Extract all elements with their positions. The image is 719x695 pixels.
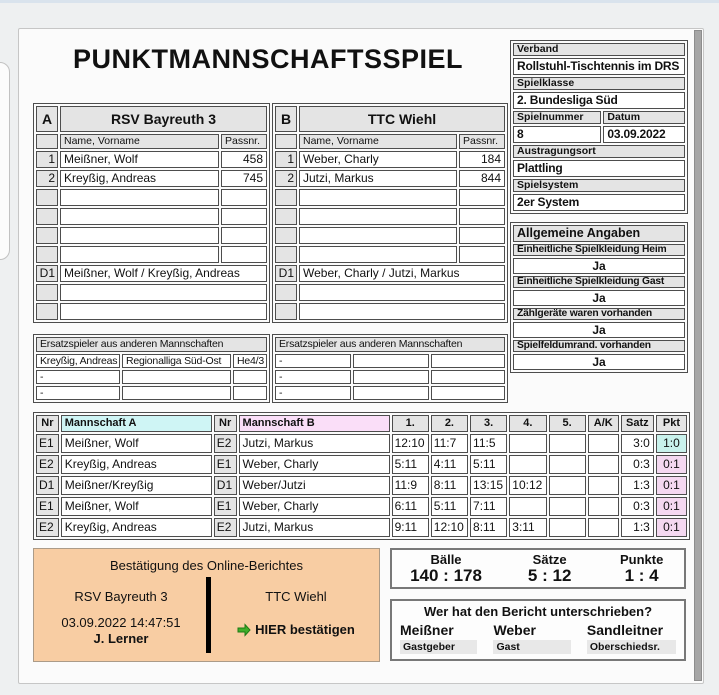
general-info-header: Allgemeine Angaben bbox=[513, 225, 685, 242]
empty-cell bbox=[221, 208, 267, 225]
online-report-confirmation-box bbox=[33, 548, 380, 662]
col-name-header: Name, Vorname bbox=[299, 134, 457, 149]
pkt-cell: 0:1 bbox=[656, 497, 687, 516]
set-score: 7:11 bbox=[470, 497, 507, 516]
team-a-name: RSV Bayreuth 3 bbox=[60, 106, 267, 132]
satz-cell: 1:3 bbox=[621, 518, 654, 537]
points-value: 1 : 4 bbox=[624, 566, 659, 585]
empty-cell bbox=[275, 227, 297, 244]
signature-entry bbox=[392, 622, 485, 654]
col-name-header: Name, Vorname bbox=[60, 134, 219, 149]
set-score: 5:11 bbox=[392, 455, 429, 474]
totals-box bbox=[390, 548, 686, 589]
home-confirm-timestamp: 03.09.2022 14:47:51 bbox=[61, 615, 181, 630]
guest-team-name: TTC Wiehl bbox=[265, 589, 327, 604]
verband-value: Rollstuhl-Tischtennis im DRS bbox=[513, 58, 685, 75]
empty-cell bbox=[275, 189, 297, 206]
match-nr-b: D1 bbox=[214, 476, 237, 495]
kleidung-heim-value: Ja bbox=[513, 258, 685, 274]
empty-cell bbox=[60, 189, 219, 206]
player-name: Kreyßig, Andreas bbox=[60, 170, 219, 187]
match-player-b: Jutzi, Markus bbox=[239, 518, 390, 537]
confirmation-home-column bbox=[40, 589, 202, 646]
empty-cell bbox=[275, 134, 297, 149]
result-row bbox=[36, 455, 687, 474]
empty-cell bbox=[36, 246, 58, 263]
spielsystem-label: Spielsystem bbox=[513, 179, 685, 192]
sub-name: - bbox=[36, 386, 120, 400]
empty-cell bbox=[299, 208, 457, 225]
sub-class bbox=[431, 386, 505, 400]
empty-cell bbox=[36, 303, 58, 320]
signer-role: Gastgeber bbox=[400, 640, 477, 654]
pkt-cell: 0:1 bbox=[656, 518, 687, 537]
result-row bbox=[36, 518, 687, 537]
empty-cell bbox=[299, 246, 457, 263]
empty-cell bbox=[299, 303, 505, 320]
match-nr-a: D1 bbox=[36, 476, 59, 495]
umrandung-label: Spielfeldumrand. vorhanden bbox=[513, 340, 685, 352]
set-score: 12:10 bbox=[392, 434, 429, 453]
kleidung-heim-label: Einheitliche Spielkleidung Heim bbox=[513, 244, 685, 256]
set-score bbox=[549, 476, 586, 495]
totals-sets bbox=[500, 550, 599, 587]
zaehlgeraete-value: Ja bbox=[513, 322, 685, 338]
sub-class bbox=[233, 370, 267, 384]
signatures-box bbox=[390, 599, 686, 661]
player-pass: 844 bbox=[459, 170, 505, 187]
set-score: 8:11 bbox=[470, 518, 507, 537]
set-score: 4:11 bbox=[431, 455, 468, 474]
match-nr-b: E1 bbox=[214, 497, 237, 516]
balls-label: Bälle bbox=[430, 552, 462, 567]
match-player-b: Weber/Jutzi bbox=[239, 476, 390, 495]
zaehlgeraete-label: Zählgeräte waren vorhanden bbox=[513, 308, 685, 320]
totals-balls bbox=[392, 550, 500, 587]
player-name: Weber, Charly bbox=[299, 151, 457, 168]
empty-cell bbox=[60, 227, 219, 244]
substitutes-a-header: Ersatzspieler aus anderen Mannschaften bbox=[36, 337, 267, 352]
set-score bbox=[549, 497, 586, 516]
ak-cell bbox=[588, 476, 619, 495]
signatures-names-row bbox=[392, 622, 684, 654]
player-pass: 458 bbox=[221, 151, 267, 168]
sub-league bbox=[122, 370, 231, 384]
results-header-set1: 1. bbox=[392, 415, 429, 432]
set-score: 12:10 bbox=[431, 518, 468, 537]
signer-name: Weber bbox=[493, 622, 536, 638]
signature-entry bbox=[579, 622, 684, 654]
player-nr: 2 bbox=[275, 170, 297, 187]
set-score: 10:12 bbox=[509, 476, 546, 495]
team-b-name: TTC Wiehl bbox=[299, 106, 505, 132]
home-confirm-signer: J. Lerner bbox=[93, 631, 149, 646]
empty-cell bbox=[221, 227, 267, 244]
general-info-panel bbox=[510, 222, 688, 373]
results-header-set3: 3. bbox=[470, 415, 507, 432]
points-label: Punkte bbox=[619, 552, 664, 567]
result-row bbox=[36, 434, 687, 453]
empty-cell bbox=[60, 284, 267, 301]
player-name: Meißner, Wolf bbox=[60, 151, 219, 168]
set-score bbox=[549, 455, 586, 474]
set-score bbox=[509, 434, 546, 453]
player-nr: 1 bbox=[275, 151, 297, 168]
sub-league bbox=[353, 370, 429, 384]
match-player-a: Meißner/Kreyßig bbox=[61, 476, 212, 495]
pkt-cell: 0:1 bbox=[656, 455, 687, 474]
austragungsort-value: Plattling bbox=[513, 160, 685, 177]
empty-cell bbox=[36, 208, 58, 225]
team-a-roster bbox=[33, 103, 270, 323]
substitutes-a-table bbox=[33, 334, 270, 403]
empty-cell bbox=[459, 208, 505, 225]
results-header-team-a: Mannschaft A bbox=[61, 415, 212, 432]
team-b-letter: B bbox=[275, 106, 297, 132]
signer-name: Sandleitner bbox=[586, 622, 664, 638]
empty-cell bbox=[36, 227, 58, 244]
empty-cell bbox=[221, 246, 267, 263]
empty-cell bbox=[36, 189, 58, 206]
spielklasse-label: Spielklasse bbox=[513, 77, 685, 90]
ak-cell bbox=[588, 497, 619, 516]
austragungsort-label: Austragungsort bbox=[513, 145, 685, 158]
sub-name: - bbox=[275, 370, 351, 384]
result-row bbox=[36, 497, 687, 516]
player-name: Jutzi, Markus bbox=[299, 170, 457, 187]
empty-cell bbox=[459, 227, 505, 244]
match-nr-b: E1 bbox=[214, 455, 237, 474]
match-nr-b: E2 bbox=[214, 518, 237, 537]
datum-label: Datum bbox=[603, 111, 685, 124]
satz-cell: 0:3 bbox=[621, 497, 654, 516]
page-title: PUNKTMANNSCHAFTSSPIEL bbox=[72, 44, 463, 74]
results-header-set2: 2. bbox=[431, 415, 468, 432]
satz-cell: 3:0 bbox=[621, 434, 654, 453]
double-pair: Weber, Charly / Jutzi, Markus bbox=[299, 265, 505, 282]
empty-cell bbox=[36, 284, 58, 301]
match-player-b: Weber, Charly bbox=[239, 455, 390, 474]
empty-cell bbox=[299, 284, 505, 301]
ak-cell bbox=[588, 455, 619, 474]
signer-role: Oberschiedsr. bbox=[587, 640, 676, 654]
pkt-cell: 0:1 bbox=[656, 476, 687, 495]
set-score: 11:5 bbox=[470, 434, 507, 453]
empty-cell bbox=[275, 284, 297, 301]
match-player-a: Meißner, Wolf bbox=[61, 434, 212, 453]
set-score: 6:11 bbox=[392, 497, 429, 516]
match-info-panel bbox=[510, 40, 688, 214]
match-nr-a: E2 bbox=[36, 455, 59, 474]
signature-entry bbox=[485, 622, 578, 654]
sub-class bbox=[431, 370, 505, 384]
empty-cell bbox=[60, 303, 267, 320]
double-pair: Meißner, Wolf / Kreyßig, Andreas bbox=[60, 265, 267, 282]
set-score bbox=[509, 455, 546, 474]
kleidung-gast-label: Einheitliche Spielkleidung Gast bbox=[513, 276, 685, 288]
empty-cell bbox=[275, 246, 297, 263]
arrow-right-icon bbox=[237, 623, 251, 637]
player-pass: 745 bbox=[221, 170, 267, 187]
player-nr: 2 bbox=[36, 170, 58, 187]
empty-cell bbox=[60, 246, 219, 263]
set-score: 8:11 bbox=[431, 476, 468, 495]
pkt-cell: 1:0 bbox=[656, 434, 687, 453]
results-header-nr-b: Nr bbox=[214, 415, 237, 432]
match-player-a: Kreyßig, Andreas bbox=[61, 518, 212, 537]
background-card-edge bbox=[0, 62, 10, 260]
sub-league: Regionalliga Süd-Ost bbox=[122, 354, 231, 368]
results-header-team-b: Mannschaft B bbox=[239, 415, 390, 432]
empty-cell bbox=[275, 208, 297, 225]
sub-class: He4/3 bbox=[233, 354, 267, 368]
spielnummer-label: Spielnummer bbox=[513, 111, 601, 124]
signer-name: Meißner bbox=[400, 622, 454, 638]
kleidung-gast-value: Ja bbox=[513, 290, 685, 306]
home-team-name: RSV Bayreuth 3 bbox=[74, 589, 168, 604]
totals-points bbox=[599, 550, 684, 587]
double-nr: D1 bbox=[36, 265, 58, 282]
col-pass-header: Passnr. bbox=[221, 134, 267, 149]
result-row bbox=[36, 476, 687, 495]
spielklasse-value: 2. Bundesliga Süd bbox=[513, 92, 685, 109]
results-header-set4: 4. bbox=[509, 415, 546, 432]
substitutes-b-header: Ersatzspieler aus anderen Mannschaften bbox=[275, 337, 505, 352]
team-a-letter: A bbox=[36, 106, 58, 132]
sub-name: - bbox=[36, 370, 120, 384]
top-strip bbox=[0, 0, 719, 3]
signatures-title: Wer hat den Bericht unterschrieben? bbox=[423, 604, 653, 619]
empty-cell bbox=[275, 303, 297, 320]
datum-value: 03.09.2022 bbox=[603, 126, 685, 143]
match-player-a: Kreyßig, Andreas bbox=[61, 455, 212, 474]
results-header-ak: A/K bbox=[588, 415, 619, 432]
vertical-scrollbar[interactable] bbox=[694, 30, 702, 681]
ak-cell bbox=[588, 434, 619, 453]
sub-league bbox=[353, 386, 429, 400]
signer-role: Gast bbox=[493, 640, 570, 654]
substitutes-b-table bbox=[272, 334, 508, 403]
sub-league bbox=[122, 386, 231, 400]
set-score: 9:11 bbox=[392, 518, 429, 537]
empty-cell bbox=[459, 189, 505, 206]
confirmation-guest-column bbox=[218, 589, 374, 640]
set-score bbox=[549, 518, 586, 537]
match-player-b: Weber, Charly bbox=[239, 497, 390, 516]
set-score: 5:11 bbox=[431, 497, 468, 516]
confirmation-title: Bestätigung des Online-Berichtes bbox=[110, 558, 303, 573]
sub-class bbox=[233, 386, 267, 400]
empty-cell bbox=[459, 246, 505, 263]
set-score bbox=[549, 434, 586, 453]
team-b-roster bbox=[272, 103, 508, 323]
ak-cell bbox=[588, 518, 619, 537]
match-player-b: Jutzi, Markus bbox=[239, 434, 390, 453]
set-score: 11:9 bbox=[392, 476, 429, 495]
match-nr-a: E1 bbox=[36, 434, 59, 453]
vertical-divider bbox=[206, 577, 211, 653]
empty-cell bbox=[299, 227, 457, 244]
empty-cell bbox=[36, 134, 58, 149]
results-header-set5: 5. bbox=[549, 415, 586, 432]
empty-cell bbox=[60, 208, 219, 225]
set-score: 5:11 bbox=[470, 455, 507, 474]
results-table bbox=[33, 412, 690, 540]
balls-value: 140 : 178 bbox=[410, 566, 482, 585]
col-pass-header: Passnr. bbox=[459, 134, 505, 149]
player-pass: 184 bbox=[459, 151, 505, 168]
player-nr: 1 bbox=[36, 151, 58, 168]
sub-name: - bbox=[275, 354, 351, 368]
set-score bbox=[509, 497, 546, 516]
verband-label: Verband bbox=[513, 43, 685, 56]
sets-value: 5 : 12 bbox=[527, 566, 572, 585]
empty-cell bbox=[221, 189, 267, 206]
sub-class bbox=[431, 354, 505, 368]
sub-name: Kreyßig, Andreas bbox=[36, 354, 120, 368]
sub-league bbox=[353, 354, 429, 368]
match-player-a: Meißner, Wolf bbox=[61, 497, 212, 516]
empty-cell bbox=[299, 189, 457, 206]
match-nr-b: E2 bbox=[214, 434, 237, 453]
spielnummer-value: 8 bbox=[513, 126, 601, 143]
sub-name: - bbox=[275, 386, 351, 400]
satz-cell: 1:3 bbox=[621, 476, 654, 495]
umrandung-value: Ja bbox=[513, 354, 685, 370]
confirm-here-button[interactable] bbox=[237, 622, 355, 637]
satz-cell: 0:3 bbox=[621, 455, 654, 474]
double-nr: D1 bbox=[275, 265, 297, 282]
set-score: 13:15 bbox=[470, 476, 507, 495]
results-header-satz: Satz bbox=[621, 415, 654, 432]
match-nr-a: E2 bbox=[36, 518, 59, 537]
sets-label: Sätze bbox=[532, 552, 567, 567]
results-header-nr-a: Nr bbox=[36, 415, 59, 432]
results-header-pkt: Pkt bbox=[656, 415, 687, 432]
spielsystem-value: 2er System bbox=[513, 194, 685, 211]
set-score: 3:11 bbox=[509, 518, 546, 537]
confirm-here-label: HIER bestätigen bbox=[255, 622, 355, 637]
set-score: 11:7 bbox=[431, 434, 468, 453]
match-nr-a: E1 bbox=[36, 497, 59, 516]
